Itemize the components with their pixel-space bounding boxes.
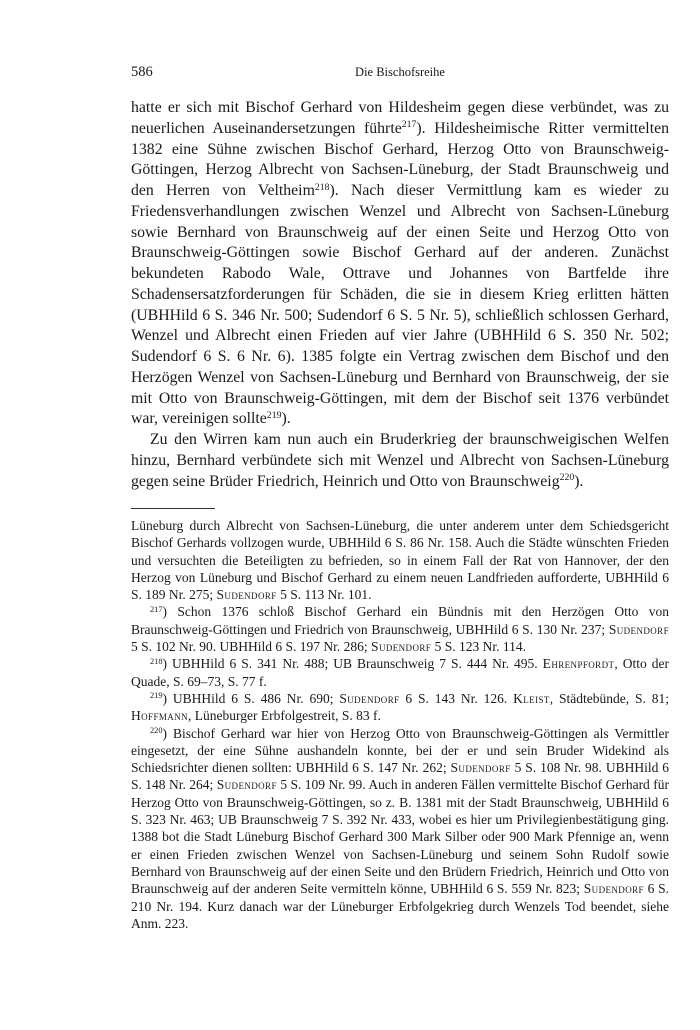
footnote-continuation: Lüneburg durch Albrecht von Sachsen-Lüneburg, die unter anderem unter dem Schiedsgericht Bischof Gerhards vollzogen wurde, UBHHild 6 S. 86 Nr. 158. Auch die Städte wünschten Frieden und versuchten die Beteiligten zu befrieden, so in einem Fall der Rat von Hannover, der den Herzog von Lüneburg und Bischof Gerhard zu einem neuen Landfrieden aufforderte, UBHHild 6 S. 189 Nr. 275; Sudendorf 5 S. 113 Nr. 101. (131, 518, 669, 603)
body-paragraph: hatte er sich mit Bischof Gerhard von Hildesheim gegen diese verbündet, was zu neuerlichen Auseinandersetzungen führte$^{217}$). Hildesheimische Ritter vermittelten 1382 eine Sühne zwischen Bischof Gerhard, Herzog Otto von Braunschweig-Göttingen, Herzog Albrecht von Sachsen-Lüneburg, der Stadt Braunschweig und den Herren von Veltheim$^{218}$). Nach dieser Vermittlung kam es wieder zu Friedensverhandlungen zwischen Wenzel und Albrecht von Sachsen-Lüneburg sowie Bernhard von Braunschweig auf der einen Seite und Herzog Otto von Braunschweig-Göttingen sowie Bischof Gerhard auf der anderen. Zunächst bekundeten Rabodo Wale, Ottrave und Johannes von Bartfelde ihre Schadensersatzforderungen für Schäden, die sie in diesem Krieg erlitten hätten (UBHHild 6 S. 346 Nr. 500; Sudendorf 6 S. 5 Nr. 5), schließlich schlossen Gerhard, Wenzel und Albrecht einen Frieden auf vier Jahre (UBHHild 6 S. 350 Nr. 502; Sudendorf 6 S. 6 Nr. 6). 1385 folgte ein Vertrag zwischen dem Bischof und den Herzögen Wenzel von Sachsen-Lüneburg und Bernhard von Braunschweig, der sie mit Otto von Braunschweig-Göttingen, mit dem der Bischof seit 1376 verbündet war, vereinigen sollte$^{219}$). (131, 99, 670, 428)
main-text (131, 98, 669, 492)
footnotes (131, 517, 669, 932)
footnote-ref[interactable]: 218 (314, 181, 330, 193)
footnote-219: $^{219}$) UBHHild 6 S. 486 Nr. 690; Sudendorf 6 S. 143 Nr. 126. Kleist, Städtebünde, S. 81; Hoffmann, Lüneburger Erbfolgestreit, S. 83 f. (131, 690, 670, 724)
footnote-number: 220 (150, 725, 163, 735)
body-paragraph: Zu den Wirren kam nun auch ein Bruderkrieg der braunschweigischen Welfen hinzu, Bernhard verbündete sich mit Wenzel und Albrecht von Sachsen-Lüneburg gegen seine Brüder Friedrich, Heinrich und Otto von Braunschweig$^{220}$). (131, 431, 669, 490)
footnote-number: 217 (150, 604, 163, 614)
footnote-number: 219 (150, 691, 163, 701)
footnote-217: $^{217}$) Schon 1376 schloß Bischof Gerhard ein Bündnis mit den Herzögen Otto von Braunschweig-Göttingen und Friedrich von Braunschweig, UBHHild 6 S. 130 Nr. 237; Sudendorf 5 S. 102 Nr. 90. UBHHild 6 S. 197 Nr. 286; Sudendorf 5 S. 123 Nr. 114. (131, 604, 669, 655)
footnote-divider (131, 508, 215, 509)
running-title: Die Bischofsreihe (355, 65, 445, 79)
footnote-220: $^{220}$) Bischof Gerhard war hier von Herzog Otto von Braunschweig-Göttingen als Vermittler eingesetzt, der eine Sühne aushandeln konnte, bei der er und sein Bruder Widekind als Schiedsrichter dienen sollten: UBHHild 6 S. 147 Nr. 262; Sudendorf 5 S. 108 Nr. 98. UBHHild 6 S. 148 Nr. 264; Sudendorf 5 S. 109 Nr. 99. Auch in anderen Fällen vermittelte Bischof Gerhard für Herzog Otto von Braunschweig-Göttingen, so z. B. 1381 mit der Stadt Braunschweig, UBHHild 6 S. 323 Nr. 463; UB Braunschweig 7 S. 392 Nr. 433, wobei es hier um Privilegienbestätigung ging. 1388 bot die Stadt Lüneburg Bischof Gerhard 300 Mark Silber oder 900 Mark Pfennige an, wenn er einen Frieden zwischen Wenzel von Sachsen-Lüneburg und seinem Sohn Rudolf sowie Bernhard von Braunschweig auf der einen Seite und den Brüdern Friedrich, Heinrich und Otto von Braunschweig auf der anderen Seite vermitteln könne, UBHHild 6 S. 559 Nr. 823; Sudendorf 6 S. 210 Nr. 194. Kurz danach war der Lüneburger Erbfolgekrieg durch Wenzels Tod beendet, siehe Anm. 223. (131, 725, 669, 931)
footnote-ref[interactable]: 217 (401, 119, 417, 131)
footnote-ref[interactable]: 219 (266, 409, 282, 421)
footnote-ref[interactable]: 220 (559, 472, 575, 484)
running-header (131, 64, 669, 82)
footnote-218: $^{218}$) UBHHild 6 S. 341 Nr. 488; UB Braunschweig 7 S. 444 Nr. 495. Ehrenpfordt, Otto der Quade, S. 69–73, S. 77 f. (131, 656, 670, 689)
page-number: 586 (131, 64, 153, 80)
footnote-number: 218 (150, 656, 163, 666)
